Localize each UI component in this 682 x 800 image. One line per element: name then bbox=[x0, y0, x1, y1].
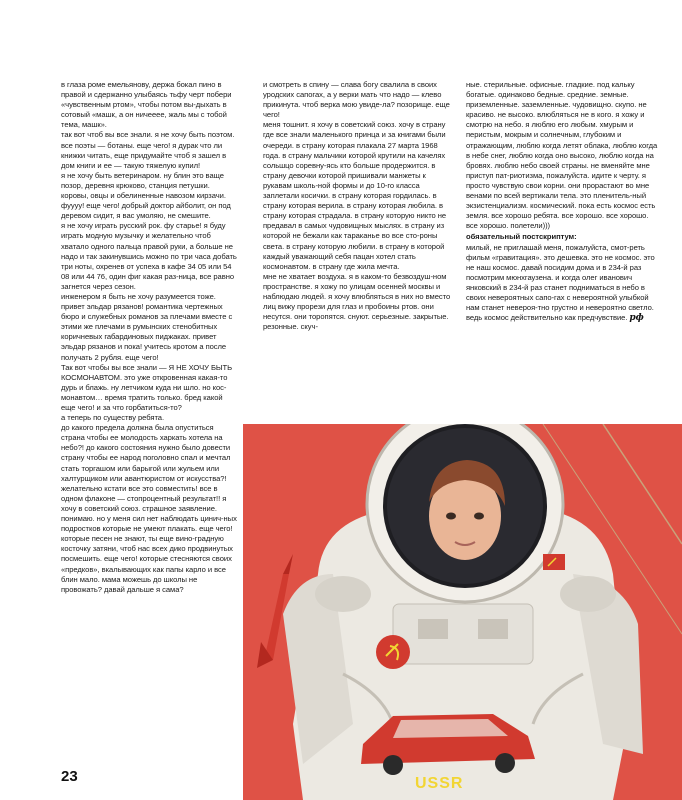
hammer-sickle-emblem-shoulder bbox=[543, 554, 565, 570]
article-column-1: в глаза роме емельянову, держа бокал пино в правой и сдержанно улыбаясь тьфу черт побери «чувственным ртом», чтобы потом вы-дыхать в сотовый «машк, а он ничееее, жаль мы с тобой тема, машк». так вот чтоб вы все знали. я не хочу быть поэтом. все поэты — ботаны. еще чего! я дурак что ли книжки читать, еще придумайте чтоб я зашел в дом книги и ее — такую тяжелую купил! я не хочу быть ветеринаром. ну блин это ваще позор, деревня крюково, станция петушки. коровы, овцы и обелиненные навозом кирзачи. фуууу! еще чего! добрый доктор айболит, он под деревом сидит, я вас умоляю, не смешите. я не хочу играть русский рок. фу старье! я буду играть модную музычку и желательно чтоб хватало одного пальца правой руки, а больше не надо и так закинувшись можно по три часа добать три ноты, охренев от успеха в кафе 34 05 или 54 08 или 44 76, один фиг какая раз-ница, все равно загнется через сезон. инженером я быть не хочу разумеется тоже. привет эльдар рязанов! романтика чертежных бюро и служебных романов за плечами вместе с этими же плечами в румынских стенобитных коричневых габардиновых пиджаках. привет эльдар рязанов и пока! учитесь кротом а после получать 2 рубля. еще чего! Так вот чтобы вы все знали — Я НЕ ХОЧУ БЫТЬ КОСМОНАВТОМ. это уже откровенная какая-то дурь и блажь. ну летчиком куда ни шло. но кос-монавтом… время тратить только. бред какой еще чего! и за что горбатиться-то? а теперь по существу ребята. до какого предела должна была опуститься страна чтобы ее молодость харкать хотела на небо?! до какого состояния нужно было довести страну чтобы ее народ поголовно спал и мечтал стать торгашом или барыгой или жульем или халтурщиком или авантюристом от искусства?! желательно кстати все это совместить! все в одном флаконе — стопроцентный результат!! я хочу в советский союз. страшное заявление. понимаю. но у меня сил нет наблюдать цинич-ных подростков которые не умеют плакать. еще чего! которые песен не знают, ты еще вино-градную косточку затяни, чтоб нас всех дико продвинутых посмешить. еще чего! которые стесняются своих «предков», вкалывающих как папы карло и все блин мало. мама можешь до школы не провожать? давай дальше я сама? bbox=[61, 80, 237, 594]
page-number: 23 bbox=[61, 768, 78, 785]
magazine-logo: рф bbox=[629, 313, 644, 324]
postscript-heading: обязательный постскриптум: bbox=[466, 232, 577, 242]
column-3-text: ные. стерильные. офисные. гладкие. под кальку богатые. одинаково бедные. средние. земные. приземленные. заземленные. чудовищно. скупо. не красиво. не высоко. влюбляться не в кого. я хожу и смотрю на небо. я люблю его любым. хмурым и перистым, мокрым и солнечным, глубоким и отражающим, люблю когда летят облака, люблю когда в небе снег, люблю когда оно высоко, люблю когда на бровях. люблю небо своей страны. не вменяйте мне приступ пат-риотизма, пожалуйста. идите к черту. я просто чувствую свои корни. они прорастают во мне венами по всей вертикали тела. это пленитель-ный экзистенциализм. космический. пока есть космос есть земля. все хорошо ребята. все хорошо. все хорошо. все хорошо. полетели))) bbox=[466, 80, 658, 231]
cosmonaut-illustration bbox=[243, 424, 682, 800]
article-column-3 bbox=[466, 80, 660, 418]
hammer-sickle-emblem-chest bbox=[376, 635, 410, 669]
article-column-2: и смотреть в спину — слава богу свалила в своих уродских сапогах, а у верки мать что надо — клево прикинута. чтоб верка мою увиде-ла? позорище. еще чего! меня тошнит. я хочу в советский союз. хочу в страну где все знали маленького принца и за книгами были очереди. в страну которая плакала 27 марта 1968 года. в страну мальчики которой крутили на качелях сольшцо соревну-ясь кто больше продержится. в страну девочки которой пришивали манжеты к рукавам школь-ной формы и до 10-го класса заплетали косички. в страну которая гордилась. в страну которая верила. в страну которая любила. в страну которая страдала. в страну которую никто не предавал в самых чудовищных мыслях. в страну из которой не бежали как тараканье во все сто-роны света. в страну которую любили. в страну в которой каждый уважающий себя пацан хотел стать космонавтом. в страну где жила мечта. мне не хватает воздуха. я в каком-то безвоздуш-ном пространстве. я хожу по улицам осенней москвы и наблюдаю людей. я хочу влюбляться в них но вместо лиц вижу прорези для глаз и пробоины ртов. они несутся. они торопятся. снуют. серьезные. закрытые. резонные. скуч- bbox=[263, 80, 451, 332]
postscript-text: милый, не приглашай меня, пожалуйста, смот-реть фильм «гравитация». это дешевка. это не космос. это не наш космос. давай посидим дома и в 234-й раз посмотрим мюнхгаузена. и когда олег иванович янковский в 234-й раз станет подниматься в небо в своих невероятных сапо-гах с невероятной улыбкой нам станет невероя-тно грустно и невероятно светло. ведь космос действительно как предчувствие. bbox=[466, 242, 655, 323]
ussr-label: USSR bbox=[415, 775, 464, 792]
